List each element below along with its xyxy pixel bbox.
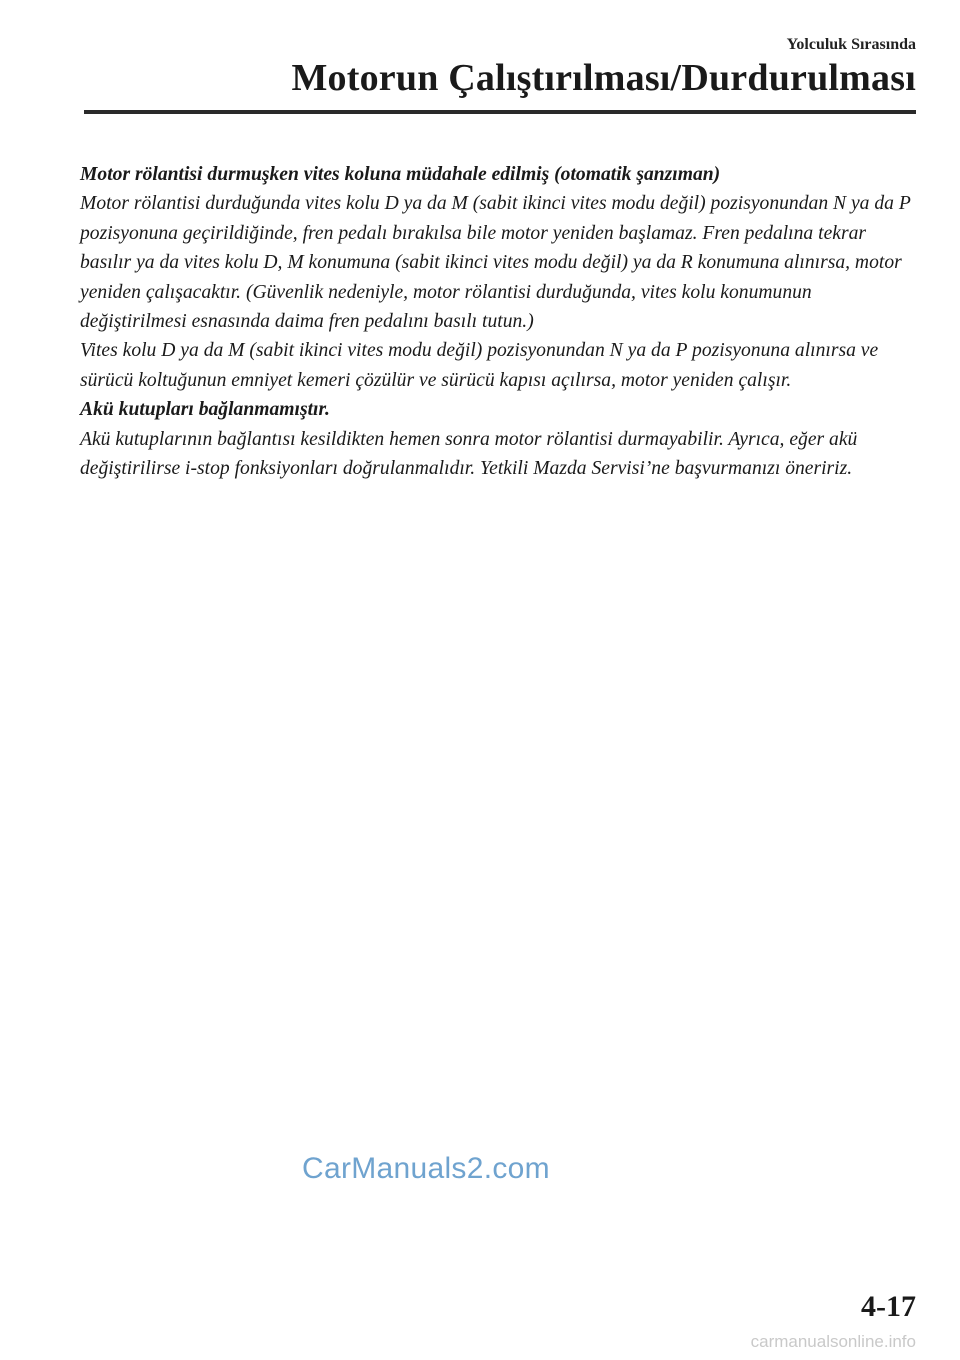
section-heading-battery: Akü kutupları bağlanmamıştır. [80, 399, 330, 421]
site-stamp: carmanualsonline.info [750, 1332, 916, 1351]
page-title: Motorun Çalıştırılması/Durdurulması [291, 57, 916, 99]
paragraph-idle-shift: Motor rölantisi durduğunda vites kolu D ya da M (sabit ikinci vites modu değil) pozisyonundan N ya da P pozisyonuna geçirildiğinde, fren pedalı bırakılsa bile motor yeniden başlamaz. Fren pedalına tekrar basılır ya da vites kolu D, M konumuna (sabit ikinci vites modu değil) ya da R konumuna alınırsa, motor yeniden çalışacaktır. (Güvenlik nedeniyle, motor rölantisi durduğunda, vites kolu konumunun değiştirilmesi esnasında daima fren pedalını basılı tutun.) [80, 193, 911, 333]
manual-body [80, 160, 918, 483]
watermark: CarManuals2.com [302, 1152, 550, 1185]
page-header [0, 0, 960, 120]
section-heading-idle-shift: Motor rölantisi durmuşken vites koluna müdahale edilmiş (otomatik şanzıman) [80, 164, 721, 185]
paragraph-seatbelt-door: Vites kolu D ya da M (sabit ikinci vites modu değil) pozisyonundan N ya da P pozisyonuna alınırsa ve sürücü koltuğunun emniyet kemeri çözülür ve sürücü kapısı açılırsa, motor yeniden çalışır. [80, 340, 879, 391]
header-divider [84, 110, 916, 114]
section-label: Yolculuk Sırasında [786, 36, 916, 53]
paragraph-battery: Akü kutuplarının bağlantısı kesildikten hemen sonra motor rölantisi durmayabilir. Ayrıca, eğer akü değiştirilirse i-stop fonksiyonları doğrulanmalıdır. Yetkili Mazda Servisi’ne başvurmanızı öneririz. [80, 428, 858, 480]
page-number: 4-17 [861, 1290, 916, 1323]
